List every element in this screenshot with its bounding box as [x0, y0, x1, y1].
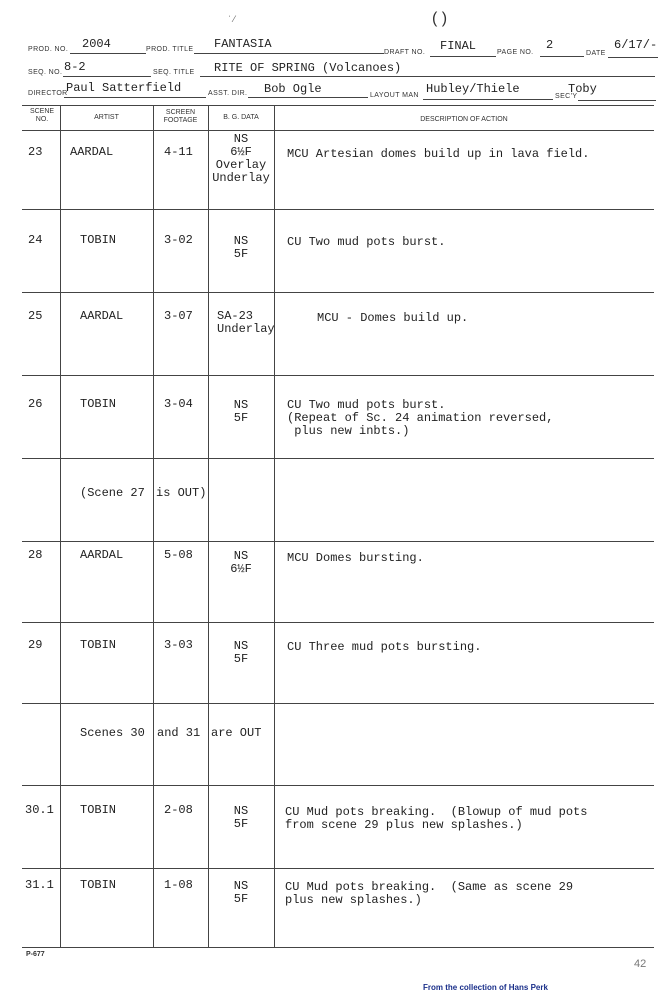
- prod-title-value: FANTASIA: [214, 37, 272, 51]
- scene-no: 30.1: [25, 803, 54, 817]
- artist: TOBIN: [80, 397, 117, 411]
- screen-footage: 3-07: [164, 309, 193, 323]
- col-artist: ARTIST: [94, 114, 119, 121]
- seq-title-label: SEQ. TITLE: [153, 69, 195, 76]
- note-text: is OUT): [156, 486, 207, 500]
- date-label: DATE: [586, 50, 606, 57]
- page-no-value: 2: [546, 38, 554, 52]
- draft-no-value: FINAL: [440, 39, 477, 53]
- director-value: Paul Satterfield: [66, 81, 182, 95]
- seq-title-value: RITE OF SPRING (Volcanoes): [214, 61, 402, 75]
- scene-no: 24: [28, 233, 43, 247]
- screen-footage: 2-08: [164, 803, 193, 817]
- artist: TOBIN: [80, 638, 117, 652]
- artist: TOBIN: [80, 233, 117, 247]
- scene-no: 26: [28, 397, 43, 411]
- description: CU Mud pots breaking. (Blowup of mud pots from scene 29 plus new splashes.): [285, 805, 588, 832]
- scene-no: 29: [28, 638, 43, 652]
- note-text: are OUT: [211, 726, 262, 740]
- scene-no: 23: [28, 145, 43, 159]
- seq-no-value: 8-2: [64, 60, 86, 74]
- note-text: (Scene 27: [80, 486, 145, 500]
- director-label: DIRECTOR: [28, 90, 68, 97]
- artist: AARDAL: [70, 145, 114, 159]
- screen-footage: 3-03: [164, 638, 193, 652]
- seq-no-label: SEQ. NO.: [28, 69, 63, 76]
- artist: TOBIN: [80, 878, 117, 892]
- prod-no-label: PROD. NO.: [28, 46, 69, 53]
- screen-footage: 5-08: [164, 548, 193, 562]
- prod-no-value: 2004: [82, 37, 111, 51]
- bg-data: NS 6½F Overlay Underlay: [212, 132, 270, 185]
- page-no-label: PAGE NO.: [497, 49, 534, 56]
- col-bg-data: B. G. DATA: [223, 114, 259, 121]
- scene-no: 28: [28, 548, 43, 562]
- col-description: DESCRIPTION OF ACTION: [420, 116, 508, 123]
- bg-data: NS 5F: [233, 639, 249, 666]
- screen-footage: 1-08: [164, 878, 193, 892]
- artist: TOBIN: [80, 803, 117, 817]
- form-number: P-677: [26, 951, 45, 958]
- bg-data: SA-23 Underlay: [217, 309, 275, 336]
- description: CU Mud pots breaking. (Same as scene 29 plus new splashes.): [285, 880, 574, 907]
- bg-data: NS 5F: [233, 879, 249, 906]
- stray-mark: ( ): [432, 10, 448, 27]
- collection-credit: From the collection of Hans Perk: [423, 983, 548, 992]
- bg-data: NS 6½F: [230, 549, 252, 576]
- col-screen-footage: SCREEN FOOTAGE: [163, 109, 198, 124]
- prod-title-label: PROD. TITLE: [146, 46, 194, 53]
- draft-no-label: DRAFT NO.: [384, 49, 426, 56]
- artist: AARDAL: [80, 548, 124, 562]
- description: MCU Artesian domes build up in lava field.: [287, 147, 590, 161]
- bg-data: NS 5F: [233, 398, 249, 425]
- date-value: 6/17/-: [614, 38, 658, 52]
- asst-dir-label: ASST. DIR.: [208, 90, 248, 97]
- description: CU Two mud pots burst.: [287, 235, 446, 249]
- screen-footage: 4-11: [164, 145, 193, 159]
- note-text: Scenes 30: [80, 726, 145, 740]
- asst-dir-value: Bob Ogle: [264, 82, 322, 96]
- col-scene-no: SCENE NO.: [29, 108, 55, 123]
- screen-footage: 3-04: [164, 397, 193, 411]
- description: CU Three mud pots bursting.: [287, 640, 482, 654]
- secy-label: SEC'Y: [555, 93, 578, 100]
- bg-data: NS 5F: [233, 804, 249, 831]
- secy-value: Toby: [568, 82, 597, 96]
- description: MCU - Domes build up.: [317, 311, 469, 325]
- stray-mark: ˈ ⁄: [228, 14, 236, 24]
- description: CU Two mud pots burst. (Repeat of Sc. 24 animation reversed, plus new inbts.): [287, 398, 554, 438]
- scene-no: 31.1: [25, 878, 54, 892]
- description: MCU Domes bursting.: [287, 551, 424, 565]
- bg-data: NS 5F: [233, 234, 249, 261]
- screen-footage: 3-02: [164, 233, 193, 247]
- layout-man-label: LAYOUT MAN: [370, 92, 419, 99]
- artist: AARDAL: [80, 309, 124, 323]
- layout-man-value: Hubley/Thiele: [426, 82, 520, 96]
- note-text: and 31: [157, 726, 201, 740]
- scene-no: 25: [28, 309, 43, 323]
- page-mark: 42: [634, 958, 647, 970]
